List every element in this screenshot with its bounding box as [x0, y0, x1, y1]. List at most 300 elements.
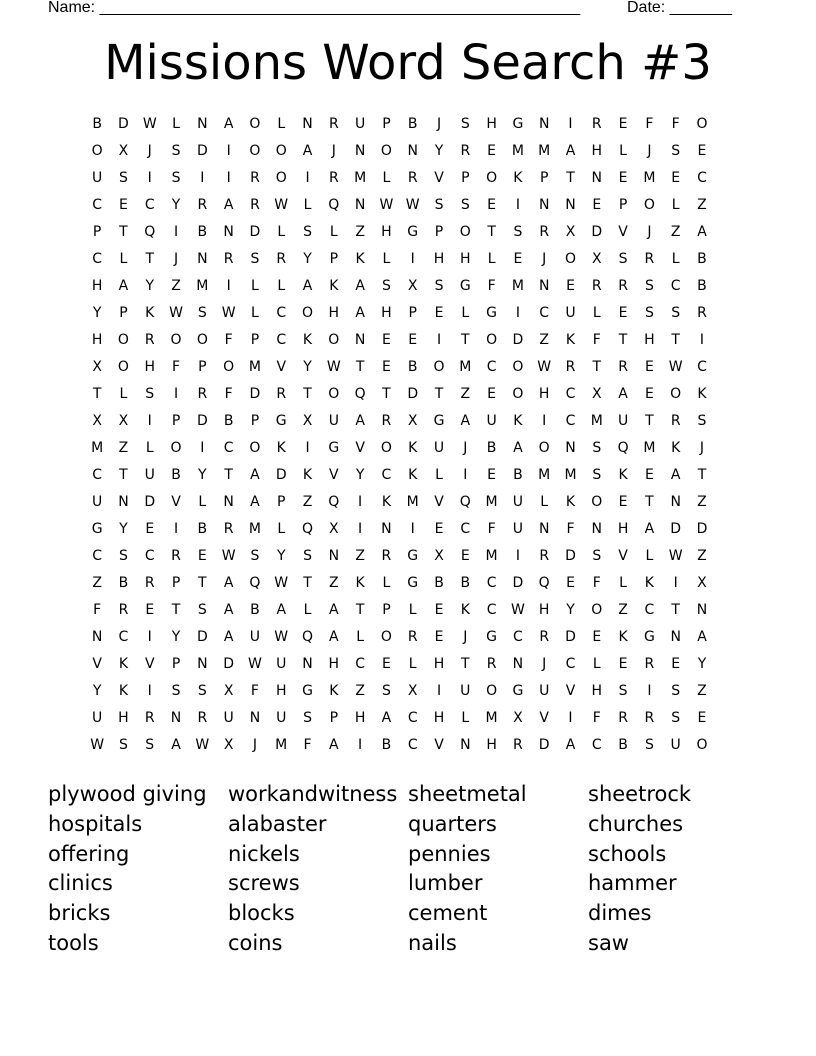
grid-row: [84, 681, 715, 708]
grid-letter: I: [542, 413, 547, 429]
grid-letter: T: [461, 332, 470, 348]
grid-letter: E: [618, 494, 628, 510]
grid-letter: K: [618, 629, 628, 645]
grid-letter: C: [144, 548, 155, 564]
grid-letter: I: [673, 575, 678, 591]
grid-letter: S: [697, 413, 707, 429]
grid-letter: U: [565, 305, 576, 321]
grid-letter: E: [145, 602, 155, 618]
grid-letter: O: [512, 386, 524, 402]
grid-letter: H: [381, 224, 392, 240]
grid-letter: E: [618, 170, 628, 186]
grid-letter: E: [618, 656, 628, 672]
grid-row: [84, 249, 715, 276]
letter-grid: [84, 114, 715, 762]
grid-letter: Q: [354, 386, 366, 402]
grid-letter: H: [275, 683, 287, 699]
word-item: saw: [588, 930, 629, 955]
grid-letter: T: [671, 602, 680, 618]
grid-letter: J: [331, 143, 336, 159]
grid-letter: R: [618, 278, 628, 294]
grid-letter: I: [358, 737, 363, 753]
grid-letter: B: [697, 251, 707, 267]
word-item: blocks: [228, 901, 295, 926]
grid-letter: E: [644, 386, 654, 402]
grid-letter: D: [118, 116, 129, 132]
grid-letter: M: [354, 170, 367, 186]
grid-letter: C: [565, 413, 576, 429]
grid-letter: B: [697, 278, 707, 294]
word-item: tools: [48, 930, 99, 955]
grid-letter: I: [410, 251, 415, 267]
grid-letter: I: [515, 197, 520, 213]
grid-row: [84, 141, 715, 168]
grid-letter: K: [118, 683, 129, 699]
grid-letter: L: [592, 656, 601, 672]
grid-letter: S: [197, 305, 207, 321]
grid-letter: O: [643, 197, 655, 213]
grid-letter: H: [118, 710, 129, 726]
grid-letter: F: [250, 683, 259, 699]
grid-letter: V: [144, 656, 155, 672]
grid-letter: P: [119, 305, 128, 321]
grid-letter: O: [591, 494, 603, 510]
grid-letter: S: [250, 251, 260, 267]
grid-letter: Z: [618, 602, 628, 618]
grid-letter: R: [171, 548, 181, 564]
grid-letter: L: [277, 224, 286, 240]
grid-letter: C: [92, 548, 103, 564]
grid-letter: T: [434, 386, 444, 402]
grid-letter: C: [92, 197, 103, 213]
grid-letter: N: [538, 197, 550, 213]
grid-letter: N: [407, 143, 418, 159]
grid-row: [84, 627, 715, 654]
word-item: screws: [228, 871, 300, 896]
grid-letter: I: [410, 521, 415, 537]
grid-letter: T: [618, 332, 628, 348]
grid-letter: L: [172, 116, 180, 132]
grid-letter: D: [512, 332, 524, 348]
grid-letter: A: [302, 278, 313, 294]
grid-letter: F: [566, 521, 575, 537]
grid-letter: J: [173, 251, 179, 267]
grid-letter: D: [407, 386, 419, 402]
grid-letter: M: [643, 440, 656, 456]
grid-letter: O: [591, 602, 603, 618]
grid-letter: G: [433, 413, 445, 429]
grid-letter: B: [223, 413, 234, 429]
grid-letter: K: [460, 602, 470, 618]
grid-letter: S: [644, 737, 654, 753]
grid-letter: U: [670, 737, 681, 753]
grid-letter: O: [380, 629, 392, 645]
grid-letter: N: [565, 197, 576, 213]
grid-letter: D: [565, 548, 576, 564]
grid-letter: K: [565, 332, 576, 348]
grid-letter: O: [433, 359, 445, 375]
grid-letter: M: [406, 494, 419, 510]
grid-letter: U: [433, 440, 445, 456]
grid-letter: O: [380, 143, 392, 159]
grid-letter: C: [381, 467, 392, 483]
grid-letter: R: [644, 710, 655, 726]
grid-letter: S: [434, 197, 444, 213]
grid-letter: L: [119, 251, 128, 267]
page-title: Missions Word Search #3: [104, 35, 712, 91]
grid-letter: X: [92, 413, 102, 429]
grid-letter: O: [380, 440, 392, 456]
grid-letter: B: [618, 737, 628, 753]
grid-letter: L: [382, 170, 391, 186]
grid-letter: Y: [276, 548, 286, 564]
grid-letter: K: [697, 386, 707, 402]
grid-letter: X: [223, 737, 234, 753]
grid-letter: W: [326, 359, 341, 375]
grid-letter: X: [565, 224, 576, 240]
grid-row: [84, 276, 715, 303]
grid-letter: A: [118, 278, 129, 294]
grid-letter: O: [512, 359, 524, 375]
grid-letter: L: [619, 143, 627, 159]
grid-letter: E: [671, 656, 681, 672]
grid-letter: C: [407, 737, 418, 753]
grid-row: [84, 654, 715, 681]
grid-letter: E: [566, 278, 575, 294]
grid-letter: N: [91, 629, 103, 645]
word-column: [588, 780, 768, 959]
grid-letter: A: [644, 521, 655, 537]
grid-letter: K: [408, 440, 418, 456]
grid-letter: O: [538, 440, 550, 456]
grid-letter: P: [92, 224, 102, 240]
grid-letter: R: [513, 737, 523, 753]
grid-letter: Z: [171, 278, 181, 294]
grid-letter: P: [539, 170, 549, 186]
grid-letter: N: [223, 224, 234, 240]
grid-letter: N: [249, 710, 261, 726]
grid-letter: Y: [171, 197, 181, 213]
word-item: sheetmetal: [408, 782, 527, 806]
grid-letter: Q: [249, 575, 261, 591]
grid-letter: R: [407, 170, 418, 186]
grid-letter: Z: [697, 548, 707, 564]
word-item: plywood giving: [48, 782, 207, 806]
grid-letter: D: [275, 467, 287, 483]
grid-letter: J: [542, 656, 547, 672]
grid-letter: H: [144, 359, 155, 375]
grid-letter: O: [564, 251, 576, 267]
grid-letter: S: [671, 710, 681, 726]
grid-letter: L: [145, 440, 154, 456]
grid-letter: Z: [118, 440, 129, 456]
grid-letter: X: [223, 683, 234, 699]
grid-letter: I: [173, 386, 179, 402]
grid-letter: E: [592, 629, 602, 645]
grid-letter: O: [249, 143, 261, 159]
grid-letter: C: [486, 602, 497, 618]
grid-letter: X: [407, 683, 418, 699]
grid-letter: N: [591, 170, 603, 186]
grid-letter: Q: [459, 494, 471, 510]
grid-letter: T: [697, 467, 707, 483]
grid-letter: E: [671, 170, 681, 186]
grid-letter: W: [274, 629, 289, 645]
grid-letter: R: [276, 251, 287, 267]
grid-letter: A: [276, 602, 287, 618]
word-item: nails: [408, 930, 457, 955]
grid-letter: C: [407, 710, 418, 726]
grid-letter: I: [147, 170, 152, 186]
grid-letter: I: [147, 683, 152, 699]
grid-letter: S: [671, 143, 681, 159]
grid-letter: Q: [302, 629, 314, 645]
grid-letter: K: [644, 575, 654, 591]
grid-letter: S: [171, 143, 181, 159]
grid-letter: L: [251, 278, 259, 294]
grid-letter: X: [513, 710, 523, 726]
grid-letter: S: [145, 737, 155, 753]
grid-letter: L: [645, 548, 654, 564]
grid-letter: K: [565, 494, 576, 510]
grid-letter: Z: [670, 224, 681, 240]
grid-letter: P: [382, 602, 391, 618]
grid-letter: I: [515, 548, 520, 564]
grid-letter: R: [197, 197, 208, 213]
grid-letter: K: [355, 251, 365, 267]
grid-letter: V: [276, 359, 287, 375]
grid-letter: N: [696, 602, 708, 618]
word-item: pennies: [408, 841, 491, 866]
word-item: dimes: [588, 901, 652, 926]
grid-letter: R: [381, 548, 392, 564]
grid-letter: A: [250, 467, 260, 483]
grid-letter: W: [405, 197, 420, 213]
grid-letter: T: [645, 494, 654, 510]
grid-letter: E: [487, 467, 497, 483]
grid-letter: T: [92, 386, 102, 402]
grid-letter: D: [591, 224, 603, 240]
grid-letter: K: [276, 440, 286, 456]
grid-letter: S: [592, 548, 602, 564]
word-column: [408, 780, 588, 959]
grid-row: [84, 330, 715, 357]
grid-letter: Z: [355, 683, 365, 699]
grid-letter: N: [670, 629, 681, 645]
grid-letter: U: [276, 710, 287, 726]
grid-letter: J: [463, 629, 468, 645]
grid-letter: P: [198, 359, 207, 375]
grid-letter: T: [487, 224, 496, 240]
grid-letter: X: [697, 575, 707, 591]
grid-letter: M: [248, 359, 261, 375]
grid-letter: F: [303, 737, 312, 753]
grid-letter: K: [671, 440, 681, 456]
grid-row: [84, 222, 715, 249]
grid-letter: A: [513, 440, 523, 456]
grid-letter: R: [565, 359, 576, 375]
grid-letter: O: [670, 386, 682, 402]
grid-letter: S: [381, 683, 391, 699]
grid-letter: B: [486, 440, 497, 456]
grid-letter: M: [643, 170, 656, 186]
grid-row: [84, 492, 715, 519]
grid-letter: T: [592, 359, 602, 375]
grid-letter: W: [90, 737, 105, 753]
word-item: bricks: [48, 901, 111, 926]
grid-letter: X: [92, 359, 102, 375]
grid-letter: U: [92, 170, 103, 186]
grid-row: [84, 438, 715, 465]
grid-letter: S: [671, 305, 681, 321]
grid-letter: C: [486, 575, 497, 591]
grid-letter: S: [303, 548, 312, 564]
grid-letter: P: [250, 413, 260, 429]
grid-letter: W: [221, 548, 236, 564]
grid-letter: K: [355, 575, 365, 591]
grid-row: [84, 114, 715, 141]
grid-letter: U: [276, 656, 287, 672]
grid-letter: Y: [145, 278, 155, 294]
grid-letter: L: [540, 494, 549, 510]
grid-letter: R: [460, 143, 471, 159]
grid-letter: F: [224, 386, 233, 402]
grid-letter: R: [539, 224, 550, 240]
grid-letter: N: [302, 656, 313, 672]
grid-letter: G: [407, 224, 419, 240]
grid-letter: F: [592, 332, 601, 348]
grid-letter: O: [170, 332, 182, 348]
grid-letter: X: [118, 143, 129, 159]
grid-letter: C: [276, 332, 287, 348]
grid-letter: V: [565, 683, 576, 699]
grid-letter: K: [513, 413, 523, 429]
grid-letter: N: [354, 197, 366, 213]
grid-letter: V: [355, 440, 365, 456]
grid-letter: Q: [144, 224, 156, 240]
grid-letter: A: [223, 629, 234, 645]
grid-letter: Q: [302, 521, 314, 537]
grid-letter: T: [645, 413, 654, 429]
grid-letter: B: [407, 359, 418, 375]
grid-letter: O: [696, 116, 708, 132]
grid-letter: E: [487, 143, 497, 159]
grid-letter: T: [119, 224, 128, 240]
grid-letter: I: [358, 521, 363, 537]
grid-letter: R: [223, 521, 234, 537]
grid-letter: D: [249, 224, 261, 240]
grid-letter: O: [249, 116, 261, 132]
grid-letter: Y: [697, 656, 707, 672]
grid-letter: X: [591, 386, 602, 402]
grid-letter: O: [486, 170, 498, 186]
grid-letter: A: [618, 386, 628, 402]
grid-letter: T: [303, 575, 312, 591]
grid-letter: K: [408, 467, 418, 483]
grid-letter: I: [200, 440, 205, 456]
grid-letter: H: [328, 305, 340, 321]
grid-letter: I: [436, 332, 442, 348]
grid-letter: L: [329, 224, 338, 240]
grid-letter: I: [305, 440, 310, 456]
grid-letter: V: [329, 467, 339, 483]
grid-letter: L: [435, 467, 443, 483]
word-item: lumber: [408, 871, 483, 896]
grid-letter: Z: [697, 494, 707, 510]
grid-letter: K: [381, 494, 391, 510]
grid-letter: N: [591, 521, 603, 537]
grid-letter: L: [408, 602, 417, 618]
grid-letter: O: [328, 332, 340, 348]
grid-letter: O: [486, 332, 498, 348]
grid-letter: A: [381, 710, 392, 726]
grid-letter: W: [142, 116, 157, 132]
grid-letter: U: [460, 683, 471, 699]
grid-letter: M: [485, 710, 498, 726]
grid-letter: W: [537, 359, 552, 375]
grid-letter: J: [436, 116, 442, 132]
grid-letter: N: [670, 494, 681, 510]
grid-letter: B: [513, 467, 523, 483]
grid-letter: F: [487, 278, 496, 294]
grid-letter: O: [459, 224, 471, 240]
grid-letter: X: [407, 278, 418, 294]
grid-letter: P: [250, 332, 260, 348]
grid-row: [84, 195, 715, 222]
grid-letter: G: [275, 413, 287, 429]
grid-letter: S: [119, 737, 128, 753]
grid-letter: H: [433, 710, 445, 726]
grid-letter: T: [119, 467, 128, 483]
grid-letter: C: [355, 656, 365, 672]
grid-letter: E: [197, 548, 207, 564]
grid-letter: T: [355, 359, 365, 375]
grid-letter: V: [171, 494, 181, 510]
grid-letter: S: [381, 278, 391, 294]
grid-letter: Z: [355, 548, 365, 564]
grid-letter: M: [459, 359, 472, 375]
grid-letter: F: [172, 359, 181, 375]
grid-letter: E: [119, 197, 128, 213]
grid-letter: D: [565, 629, 576, 645]
grid-letter: A: [223, 116, 234, 132]
grid-letter: G: [643, 629, 655, 645]
grid-letter: T: [671, 332, 680, 348]
grid-letter: N: [328, 548, 340, 564]
grid-letter: N: [197, 116, 208, 132]
grid-row: [84, 384, 715, 411]
grid-letter: O: [275, 143, 287, 159]
grid-letter: S: [592, 467, 602, 483]
grid-letter: N: [118, 494, 129, 510]
grid-letter: D: [538, 737, 550, 753]
grid-letter: C: [697, 359, 707, 375]
grid-letter: R: [144, 332, 155, 348]
grid-letter: L: [277, 116, 286, 132]
grid-letter: V: [92, 656, 102, 672]
grid-letter: I: [226, 278, 231, 294]
grid-letter: E: [381, 359, 391, 375]
grid-letter: N: [512, 656, 524, 672]
grid-letter: M: [590, 413, 603, 429]
grid-letter: O: [170, 440, 182, 456]
grid-letter: S: [644, 305, 654, 321]
grid-letter: W: [169, 305, 183, 321]
grid-letter: D: [196, 413, 208, 429]
grid-letter: C: [118, 629, 129, 645]
grid-letter: W: [379, 197, 394, 213]
grid-letter: R: [328, 170, 339, 186]
